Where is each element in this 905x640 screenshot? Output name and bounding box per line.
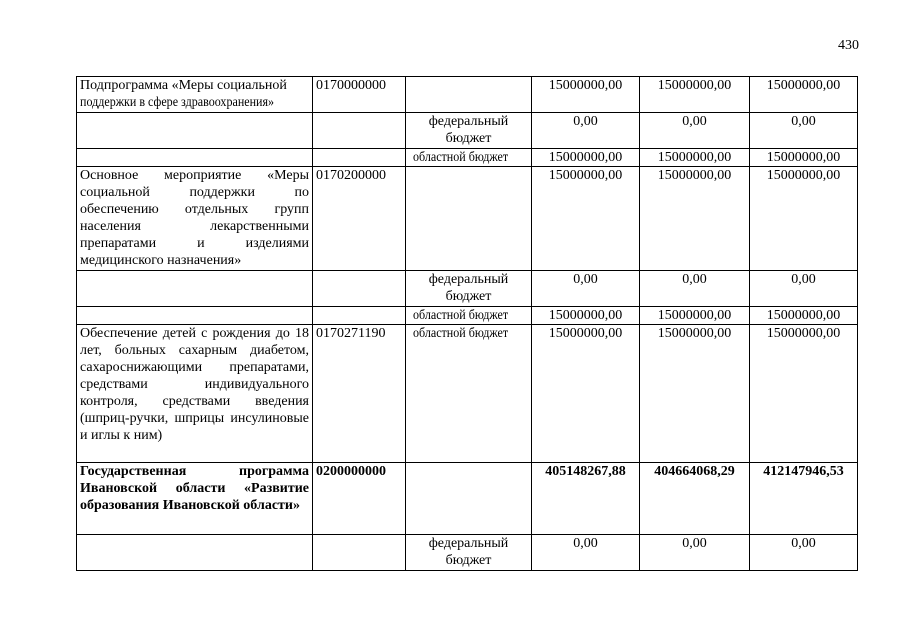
table-row — [77, 113, 858, 149]
amount-year3: 0,00 — [750, 271, 858, 307]
amount-year1: 0,00 — [532, 113, 640, 149]
program-name: Государственная программа Ивановской области «Развитие образования Ивановской области» — [77, 463, 313, 535]
program-name — [77, 307, 313, 325]
table-row — [77, 535, 858, 571]
amount-year1: 405148267,88 — [532, 463, 640, 535]
amount-year2: 0,00 — [640, 271, 750, 307]
program-name-line2: поддержки в сфере здравоохранения» — [80, 95, 275, 110]
amount-year1: 15000000,00 — [532, 149, 640, 167]
amount-year3: 15000000,00 — [750, 325, 858, 463]
budget-code: 0170200000 — [313, 167, 406, 271]
budget-code: 0200000000 — [313, 463, 406, 535]
amount-year1: 15000000,00 — [532, 167, 640, 271]
amount-year2: 404664068,29 — [640, 463, 750, 535]
funding-source: областной бюджет — [413, 150, 509, 165]
amount-year1: 15000000,00 — [532, 307, 640, 325]
program-name — [77, 271, 313, 307]
amount-year3: 15000000,00 — [750, 307, 858, 325]
amount-year2: 15000000,00 — [640, 167, 750, 271]
budget-code: 0170271190 — [313, 325, 406, 463]
funding-source: областной бюджет — [413, 326, 509, 341]
amount-year3: 15000000,00 — [750, 77, 858, 113]
table-row — [77, 307, 858, 325]
table-row — [77, 463, 858, 535]
amount-year1: 15000000,00 — [532, 325, 640, 463]
page-number: 430 — [838, 38, 859, 53]
budget-code: 0170000000 — [313, 77, 406, 113]
amount-year1: 0,00 — [532, 271, 640, 307]
budget-code — [313, 271, 406, 307]
program-name: Основное мероприятие «Меры социальной поддержки по обеспечению отдельных групп населения лекарственными препаратами и изделиями медицинского назначения» — [77, 167, 313, 271]
amount-year2: 0,00 — [640, 535, 750, 571]
table-row — [77, 77, 858, 113]
amount-year1: 15000000,00 — [532, 77, 640, 113]
amount-year3: 15000000,00 — [750, 149, 858, 167]
budget-code — [313, 307, 406, 325]
funding-source-cell — [406, 307, 532, 325]
funding-source-cell — [406, 325, 532, 463]
program-name: Обеспечение детей с рождения до 18 лет, больных сахарным диабетом, сахароснижающими препаратами, средствами индивидуального контроля, средствами введения (шприц-ручки, шприцы инсулиновые и иглы к ним) — [77, 325, 313, 463]
amount-year3: 0,00 — [750, 113, 858, 149]
funding-source: федеральный бюджет — [406, 113, 532, 149]
budget-code — [313, 113, 406, 149]
amount-year3: 412147946,53 — [750, 463, 858, 535]
funding-source — [406, 463, 532, 535]
funding-source: федеральный бюджет — [406, 271, 532, 307]
program-name — [77, 113, 313, 149]
budget-code — [313, 535, 406, 571]
amount-year1: 0,00 — [532, 535, 640, 571]
table-row — [77, 167, 858, 271]
amount-year3: 15000000,00 — [750, 167, 858, 271]
program-name-cell — [77, 77, 313, 113]
program-name — [77, 535, 313, 571]
table-row — [77, 325, 858, 463]
amount-year3: 0,00 — [750, 535, 858, 571]
funding-source — [406, 167, 532, 271]
funding-source-cell — [406, 149, 532, 167]
amount-year2: 0,00 — [640, 113, 750, 149]
budget-code — [313, 149, 406, 167]
table-row — [77, 271, 858, 307]
funding-source — [406, 77, 532, 113]
funding-source: областной бюджет — [413, 308, 509, 323]
funding-source: федеральный бюджет — [406, 535, 532, 571]
amount-year2: 15000000,00 — [640, 325, 750, 463]
program-name — [77, 149, 313, 167]
amount-year2: 15000000,00 — [640, 307, 750, 325]
program-name: Подпрограмма «Меры социальной — [80, 78, 287, 93]
amount-year2: 15000000,00 — [640, 77, 750, 113]
budget-table — [76, 76, 858, 571]
amount-year2: 15000000,00 — [640, 149, 750, 167]
table-row — [77, 149, 858, 167]
